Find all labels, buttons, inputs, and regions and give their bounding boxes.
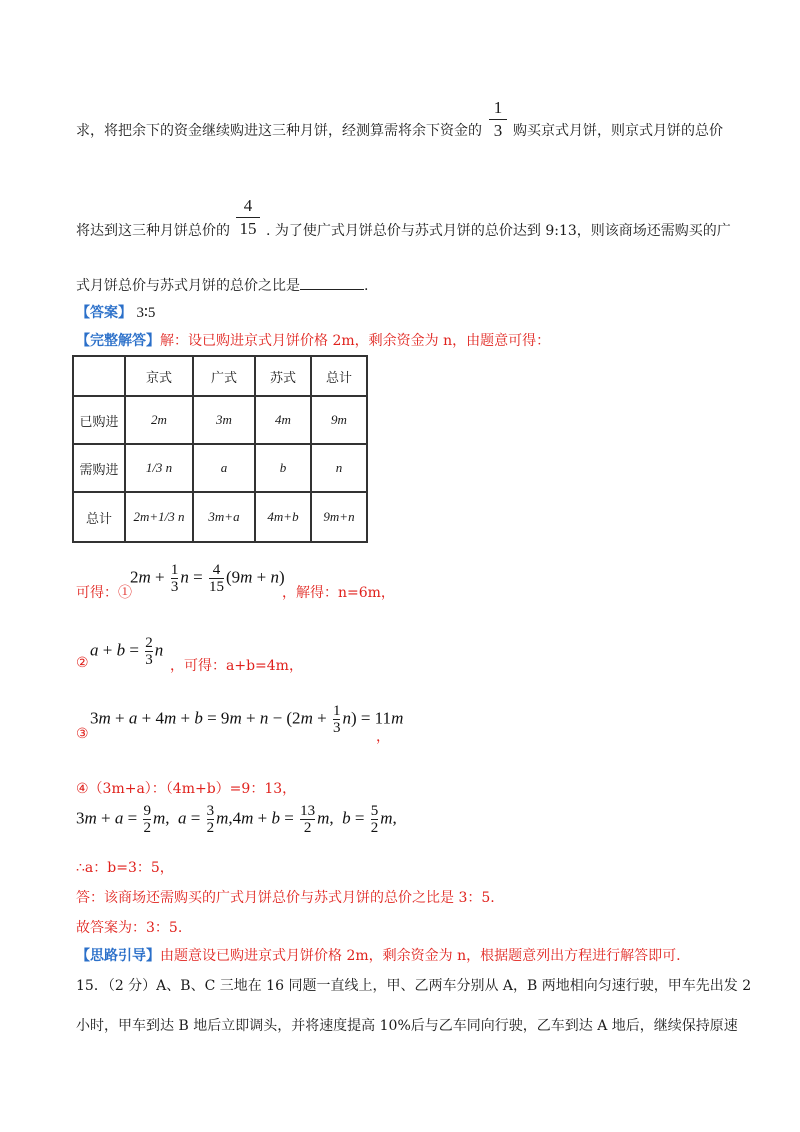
step-4: ④（3m+a）：（4m+b）=9：13， [76,781,297,797]
paragraph-line-3-end: . [364,278,369,294]
paragraph-line-2-text-a: 将达到这三种月饼总价的 [76,223,230,239]
solution-label: 【完整解答】 [76,333,160,349]
answer-line [76,302,155,322]
fraction-four-fifteenths [236,196,260,239]
table-row [73,444,367,492]
answer-label: 【答案】 [76,305,132,321]
final-answer: 故答案为：3：5. [76,920,183,936]
table-header-row [73,356,367,396]
solution-intro: 解：设已购进京式月饼价格 2m，剩余资金为 n，由题意可得： [160,333,551,349]
table-header-cell: 苏式 [255,356,311,396]
answer-statement: 答：该商场还需购买的广式月饼总价与苏式月饼的总价之比是 3：5. [76,890,495,906]
problem-15-line-1: 15．（2 分）A、B、C 三地在 16 同题一直线上，甲、乙两车分别从 A，B 两地相向匀速行驶，甲车先出发 2 [76,978,752,994]
table-cell: 2m [125,396,193,444]
fraction-bar [236,217,260,218]
table-row [73,396,367,444]
fraction-denominator: 15 [239,219,257,238]
fraction-bar [489,119,507,120]
step-3-suffix: ， [376,729,390,745]
equation-1: 2m + $\frac{1}{3}$ n = $\frac{4}{15}$ (9m + n) [130,562,285,595]
table-row-label: 需购进 [73,444,125,492]
paragraph-line-2-b [266,220,731,240]
equation-2: a + b = $\frac{2}{3}$ n [90,635,164,668]
table-cell: n [311,444,367,492]
table-cell: 3m+a [193,492,255,542]
paragraph-line-2-text-b: . 为了使广式月饼总价与苏式月饼的总价达到 9:13，则该商场还需购买的广 [266,223,731,239]
paragraph-line-1 [76,120,482,140]
fraction-denominator: 3 [493,121,503,140]
step-1-suffix: ，解得：n=6m， [282,585,395,601]
hint-label: 【思路引导】 [76,948,160,964]
fraction-numerator: 1 [493,98,503,117]
table-header-cell: 总计 [311,356,367,396]
table-header-cell [73,356,125,396]
table-row [73,492,367,542]
table-cell: b [255,444,311,492]
paragraph-line-3-text: 式月饼总价与苏式月饼的总价之比是 [76,278,300,294]
fraction-numerator: 4 [243,196,253,215]
table-cell: 4m+b [255,492,311,542]
paragraph-line-3 [76,275,368,295]
paragraph-line-1-b [513,120,723,140]
hint-text: 由题意设已购进京式月饼价格 2m，剩余资金为 n，根据题意列出方程进行解答即可. [160,948,681,964]
table-cell: 4m [255,396,311,444]
problem-15-line-2: 小时，甲车到达 B 地后立即调头，并将速度提高 10%后与乙车同向行驶，乙车到达 A 地后，继续保持原速 [76,1018,738,1034]
paragraph-line-2 [76,220,230,240]
table-row-label: 已购进 [73,396,125,444]
table-cell: 3m [193,396,255,444]
table-cell: 9m+n [311,492,367,542]
table-header-cell: 广式 [193,356,255,396]
step-2-suffix: ，可得：a+b=4m， [170,658,303,674]
hint-line [76,945,681,965]
table-cell: a [193,444,255,492]
table-cell: 2m+1/3 n [125,492,193,542]
step-1-prefix: 可得：① [76,585,132,601]
answer-blank [300,277,364,290]
price-table [72,355,368,543]
equation-4: 3m + a = $\frac{9}{2}$ m, a = $\frac{3}{2}$ m,4m + b = $\frac{13}{2}$ m, b = $\frac{5}{2}$ m, [76,803,397,836]
fraction-one-third [489,98,507,141]
table-row-label: 总计 [73,492,125,542]
paragraph-line-1-text-a: 求，将把余下的资金继续购进这三种月饼，经测算需将余下资金的 [76,123,482,139]
step-2-prefix: ② [76,655,89,671]
table-cell: 9m [311,396,367,444]
equation-3: 3m + a + 4m + b = 9m + n − (2m + $\frac{1}{3}$ n) = 11m [90,703,404,736]
therefore-line: ∴a：b=3：5， [76,860,174,876]
table-header-cell: 京式 [125,356,193,396]
paragraph-line-1-text-b: 购买京式月饼，则京式月饼的总价 [513,123,723,139]
step-3-prefix: ③ [76,726,89,742]
solution-intro-line [76,330,550,350]
table-cell: 1/3 n [125,444,193,492]
answer-value: 3∶5 [136,305,156,321]
